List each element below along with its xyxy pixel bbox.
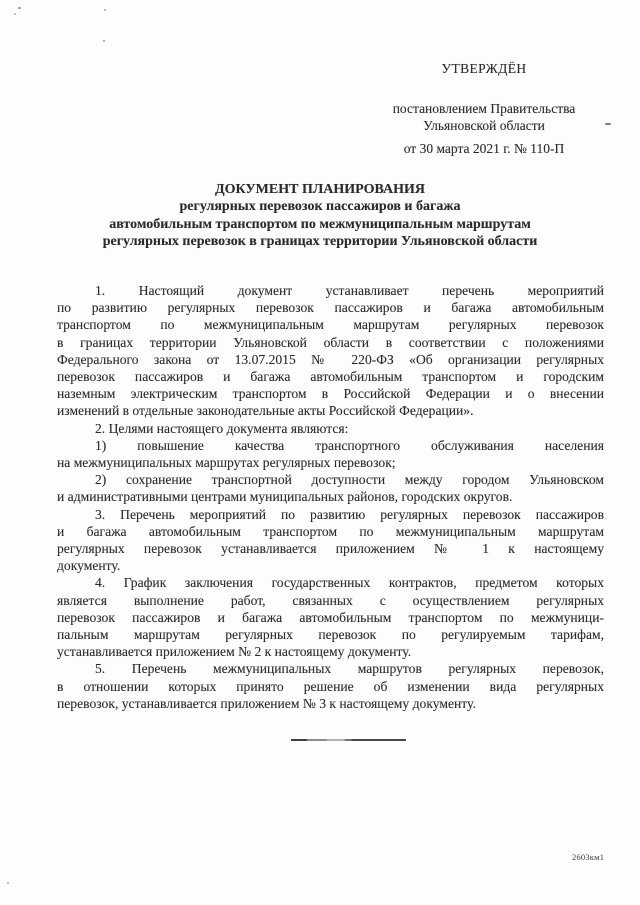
paragraph-line: Федерального закона от 13.07.2015 № 220-ФЗ «Об организации регулярных [57,351,604,367]
paragraph-line: перевозок, устанавливается приложением № 3 к настоящему документу. [57,695,476,711]
paragraph-line: перевозок пассажиров и багажа автомобильным транспортом и городским [57,369,604,385]
paragraph-line: 2) сохранение транспортной доступности между городом Ульяновском [95,472,604,488]
paragraph-line: является выполнение работ, связанных с осуществлением регулярных [57,592,604,608]
paragraph-line: пальным маршрутам регулярных перевозок по регулируемым тарифам, [57,627,604,643]
print-code: 2603км1 [572,852,605,862]
approval-authority-line: Ульяновской области [423,118,545,133]
paragraph-line: по развитию регулярных перевозок пассажиров и багажа автомобильным [57,300,604,316]
paragraph-line: 1. Настоящий документ устанавливает перечень мероприятий [95,283,604,298]
paragraph-line: 3. Перечень мероприятий по развитию регулярных перевозок пассажиров [95,506,604,522]
footer-divider [291,739,406,741]
paragraph-line: документу. [57,558,121,574]
paragraph-line: устанавливается приложением № 2 к настоящему документу. [57,644,412,660]
scan-speck [18,7,21,9]
paragraph-line: изменений в отдельные законодательные акты Российской Федерации». [57,403,474,419]
scan-speck [14,13,16,15]
title-line: регулярных перевозок в границах территории Ульяновской области [102,234,538,250]
body-text [57,282,604,712]
paragraph-line: 4. График заключения государственных контрактов, предметом которых [95,575,604,591]
title-line: ДОКУМЕНТ ПЛАНИРОВАНИЯ [215,182,425,197]
paragraph-line: в отношении которых принято решение об изменении вида регулярных [57,678,604,694]
paragraph-line: 5. Перечень межмуниципальных маршрутов регулярных перевозок, [95,661,604,677]
document-title [40,181,600,251]
approval-authority [368,100,600,134]
title-line: регулярных перевозок пассажиров и багажа [179,199,461,215]
paragraph-line: на межмуниципальных маршрутах регулярных перевозок; [57,455,396,471]
scan-speck [104,9,106,11]
approval-block [368,60,600,157]
paragraph-line: и багажа автомобильным транспортом по межмуниципальным маршрутам [57,523,604,539]
scan-speck [103,40,105,42]
approval-date-number: от 30 марта 2021 г. № 110-П [403,141,565,156]
approval-status: УТВЕРЖДЁН [441,61,527,76]
paragraph-line: транспортом по межмуниципальным маршрутам регулярных перевозок [57,317,604,333]
paragraph-line: 2. Целями настоящего документа являются: [95,420,349,436]
paragraph-line: перевозок пассажиров и багажа автомобильным транспортом по межмуници- [57,609,604,625]
title-line: автомобильным транспортом по межмуниципальным маршрутам [109,216,531,232]
paragraph-line: 1) повышение качества транспортного обслуживания населения [95,437,604,453]
paragraph-line: в границах территории Ульяновской области в соответствии с положениями [57,334,604,350]
paragraph-line: и административными центрами муниципальных районов, городских округов. [57,489,513,505]
scan-speck [7,882,9,884]
paragraph-line: наземным электрическим транспортом в Российской Федерации и о внесении [57,386,604,402]
scan-speck [605,123,611,125]
approval-authority-line: постановлением Правительства [392,101,576,116]
paragraph-line: регулярных перевозок устанавливается приложением № 1 к настоящему [57,541,604,557]
